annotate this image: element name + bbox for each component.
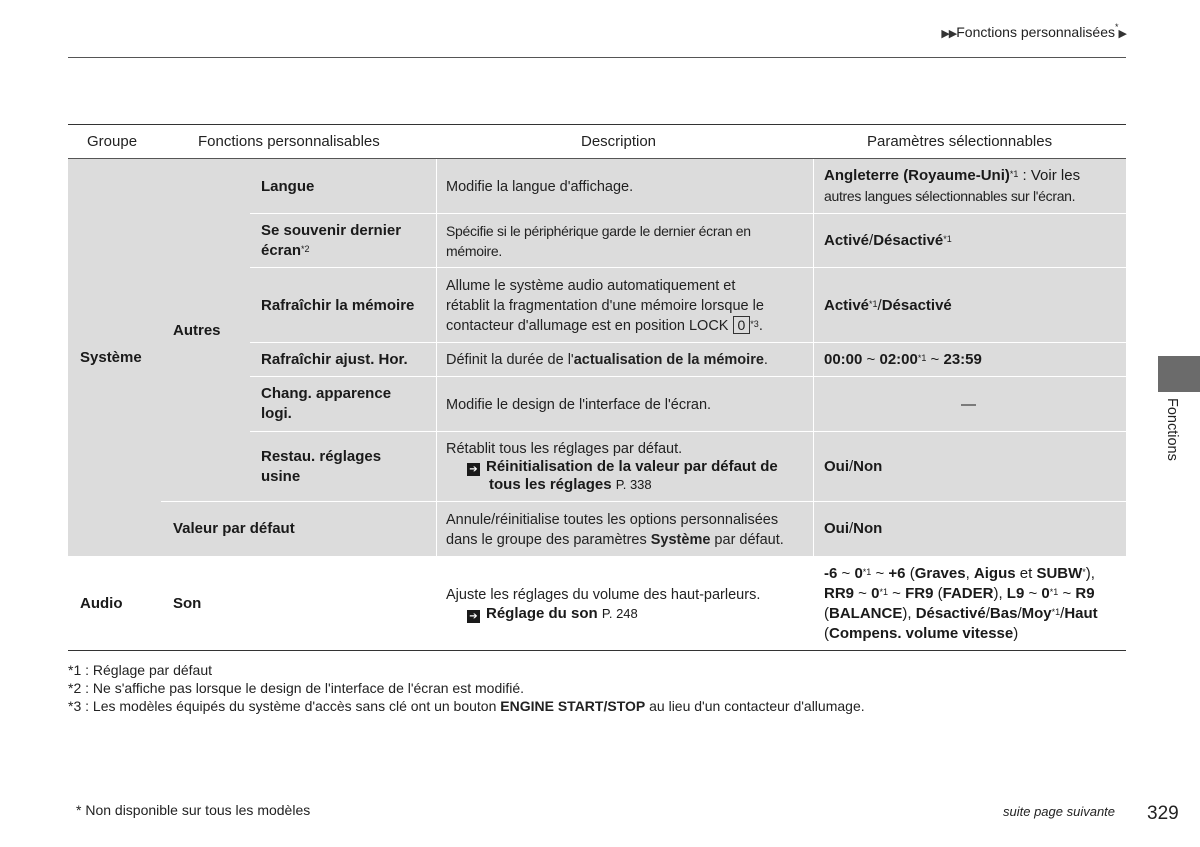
breadcrumb-star: * — [1115, 22, 1119, 32]
row-separator — [250, 431, 1126, 432]
footnote-3: *3 : Les modèles équipés du système d'accès sans clé ont un bouton ENGINE START/STOP au lieu d'un contacteur d'allumage. — [68, 698, 865, 714]
section-tab-label: Fonctions — [1164, 398, 1180, 461]
arrow-right-icon: ▶ — [1118, 28, 1126, 40]
row-valeur-defaut-param: Oui/Non — [824, 520, 883, 537]
col-separator — [813, 159, 814, 556]
row-separator — [250, 342, 1126, 343]
subgroup-autres: Autres — [173, 322, 221, 339]
footnote-2: *2 : Ne s'affiche pas lorsque le design de l'interface de l'écran est modifié. — [68, 680, 525, 696]
row-valeur-defaut-desc: Annule/réinitialise toutes les options personnalisées dans le groupe des paramètres Système par défaut. — [446, 512, 784, 548]
footnote-1: *1 : Réglage par défaut — [68, 662, 212, 678]
row-rafraichir-hor-desc: Définit la durée de l'actualisation de la mémoire. — [446, 352, 768, 368]
table-top-rule — [68, 124, 1126, 125]
row-souvenir-param: Activé/Désactivé$^{*1}$ — [824, 232, 952, 249]
group-audio: Audio — [80, 595, 123, 612]
row-rafraichir-hor-name: Rafraîchir ajust. Hor. — [261, 351, 408, 368]
row-langue-param: Angleterre (Royaume-Uni)$^{*1}$ : Voir les autres langues sélectionnables sur l'écran. — [824, 167, 1081, 204]
row-son-desc: Ajuste les réglages du volume des haut-parleurs. — [446, 587, 761, 603]
col-separator — [436, 159, 437, 556]
breadcrumb-label: Fonctions personnalisées — [956, 24, 1116, 40]
row-separator — [250, 267, 1126, 268]
row-restau-desc: Rétablit tous les réglages par défaut. — [446, 441, 683, 457]
header-rule — [68, 57, 1126, 58]
row-separator — [250, 376, 1126, 377]
row-son-name: Son — [173, 595, 202, 612]
reference-arrow-icon: ➔ — [467, 610, 480, 623]
row-separator — [250, 213, 1126, 214]
row-langue-desc: Modifie la langue d'affichage. — [446, 179, 634, 195]
continued-note: suite page suivante — [1003, 804, 1116, 819]
row-son-param: -6 ~ 0$^{*1}$ ~ +6 (Graves, Aigus et SUBW*), RR9 ~ 0$^{*1}$ ~ FR9 (FADER), L9 ~ 0$^{*1}$ ~ R9 (BALANCE), Désactivé/Bas/Moy$^{*1}$/Haut (Compens. volume vitesse) — [824, 565, 1098, 642]
row-apparence-param: — — [961, 396, 976, 413]
header-fonctions: Fonctions personnalisables — [198, 133, 380, 150]
row-rafraichir-memoire-param: Activé$^{*1}$/Désactivé — [824, 297, 952, 314]
header-groupe: Groupe — [87, 133, 138, 150]
row-valeur-defaut-name: Valeur par défaut — [173, 520, 295, 537]
header-description: Description — [581, 133, 657, 150]
row-apparence-name: Chang. apparence logi. — [261, 385, 392, 422]
reference-arrow-icon: ➔ — [467, 463, 480, 476]
section-tab-marker — [1158, 356, 1200, 392]
page-number: 329 — [1147, 803, 1179, 824]
breadcrumb — [941, 24, 1126, 40]
row-restau-name: Restau. réglages usine — [261, 448, 382, 485]
availability-note: * Non disponible sur tous les modèles — [76, 802, 311, 818]
row-separator — [161, 501, 1126, 502]
row-rafraichir-memoire-desc: Allume le système audio automatiquement et rétablit la fragmentation d'une mémoire lorsque le contacteur d'allumage est en position LOCK 0 $^{*3}$. — [446, 278, 764, 334]
header-parametres: Paramètres sélectionnables — [867, 133, 1053, 150]
row-souvenir-desc: Spécifie si le périphérique garde le dernier écran en mémoire. — [446, 223, 751, 259]
row-rafraichir-hor-param: 00:00 ~ 02:00$^{*1}$ ~ 23:59 — [824, 351, 982, 368]
row-apparence-desc: Modifie le design de l'interface de l'écran. — [446, 397, 712, 413]
row-langue-name: Langue — [261, 178, 315, 195]
row-restau-param: Oui/Non — [824, 458, 883, 475]
row-son-reference[interactable]: ➔ Réglage du son P. 248 — [467, 604, 638, 624]
double-arrow-icon: ▶▶ — [941, 28, 957, 40]
row-restau-reference[interactable]: ➔ Réinitialisation de la valeur par défaut de tous les réglages P. 338 — [467, 458, 778, 494]
table-bottom-rule — [68, 650, 1126, 651]
lock-position-box: 0 — [733, 316, 751, 334]
group-systeme: Système — [80, 349, 142, 366]
row-souvenir-name: Se souvenir dernier écran$^{*2}$ — [261, 222, 402, 259]
row-rafraichir-memoire-name: Rafraîchir la mémoire — [261, 297, 415, 314]
